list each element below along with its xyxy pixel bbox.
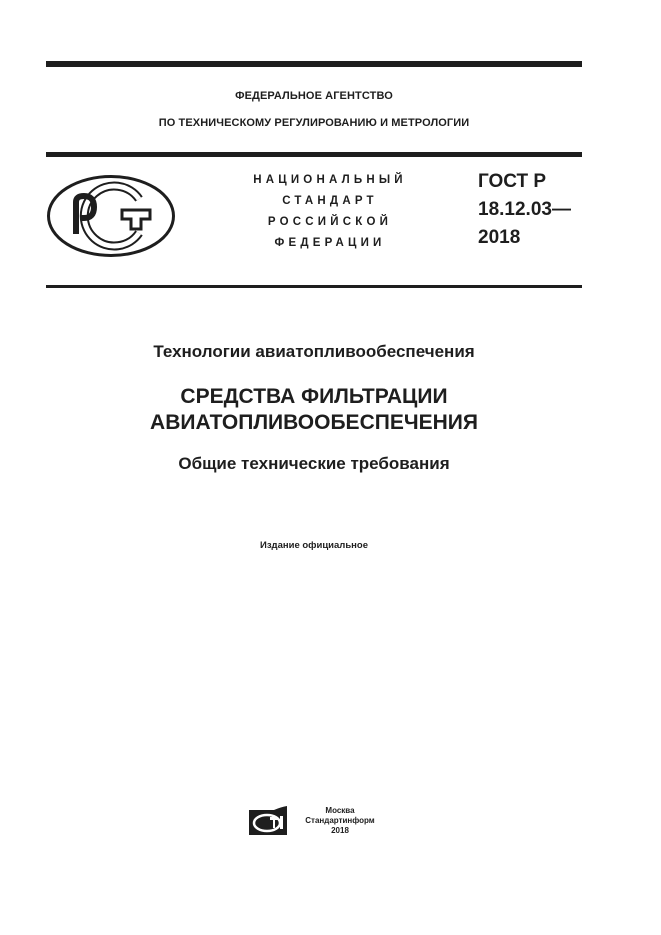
bottom-rule — [46, 285, 582, 288]
standartinform-logo-icon — [248, 806, 288, 836]
middle-rule — [46, 152, 582, 157]
agency-name-line-2: ПО ТЕХНИЧЕСКОМУ РЕГУЛИРОВАНИЮ И МЕТРОЛОГИИ — [158, 117, 470, 129]
standard-designation — [478, 168, 571, 252]
document-title-line: АВИАТОПЛИВООБЕСПЕЧЕНИЯ — [150, 411, 478, 434]
publisher-name: Стандартинформ — [305, 816, 375, 825]
edition-note: Издание официальное — [260, 540, 368, 551]
rst-emblem-icon — [46, 174, 176, 258]
standard-type — [232, 170, 428, 254]
publisher-city: Москва — [325, 806, 355, 815]
agency-name-line-1: ФЕДЕРАЛЬНОЕ АГЕНТСТВО — [235, 90, 393, 102]
document-title — [46, 384, 582, 436]
standard-type-line: РОССИЙСКОЙ — [267, 216, 393, 228]
designation-year: 2018 — [478, 227, 521, 248]
standard-type-line: СТАНДАРТ — [282, 195, 378, 207]
top-rule — [46, 61, 582, 67]
standard-type-line: ФЕДЕРАЦИИ — [274, 237, 386, 249]
designation-number: 18.12.03— — [478, 199, 571, 220]
document-subtitle: Общие технические требования — [178, 454, 450, 473]
publisher-year: 2018 — [331, 826, 349, 835]
designation-prefix: ГОСТ Р — [478, 171, 547, 192]
document-series: Технологии авиатопливообеспечения — [153, 342, 475, 361]
document-title-line: СРЕДСТВА ФИЛЬТРАЦИИ — [180, 385, 448, 408]
standard-type-line: НАЦИОНАЛЬНЫЙ — [253, 174, 407, 186]
publisher-info — [296, 806, 384, 836]
